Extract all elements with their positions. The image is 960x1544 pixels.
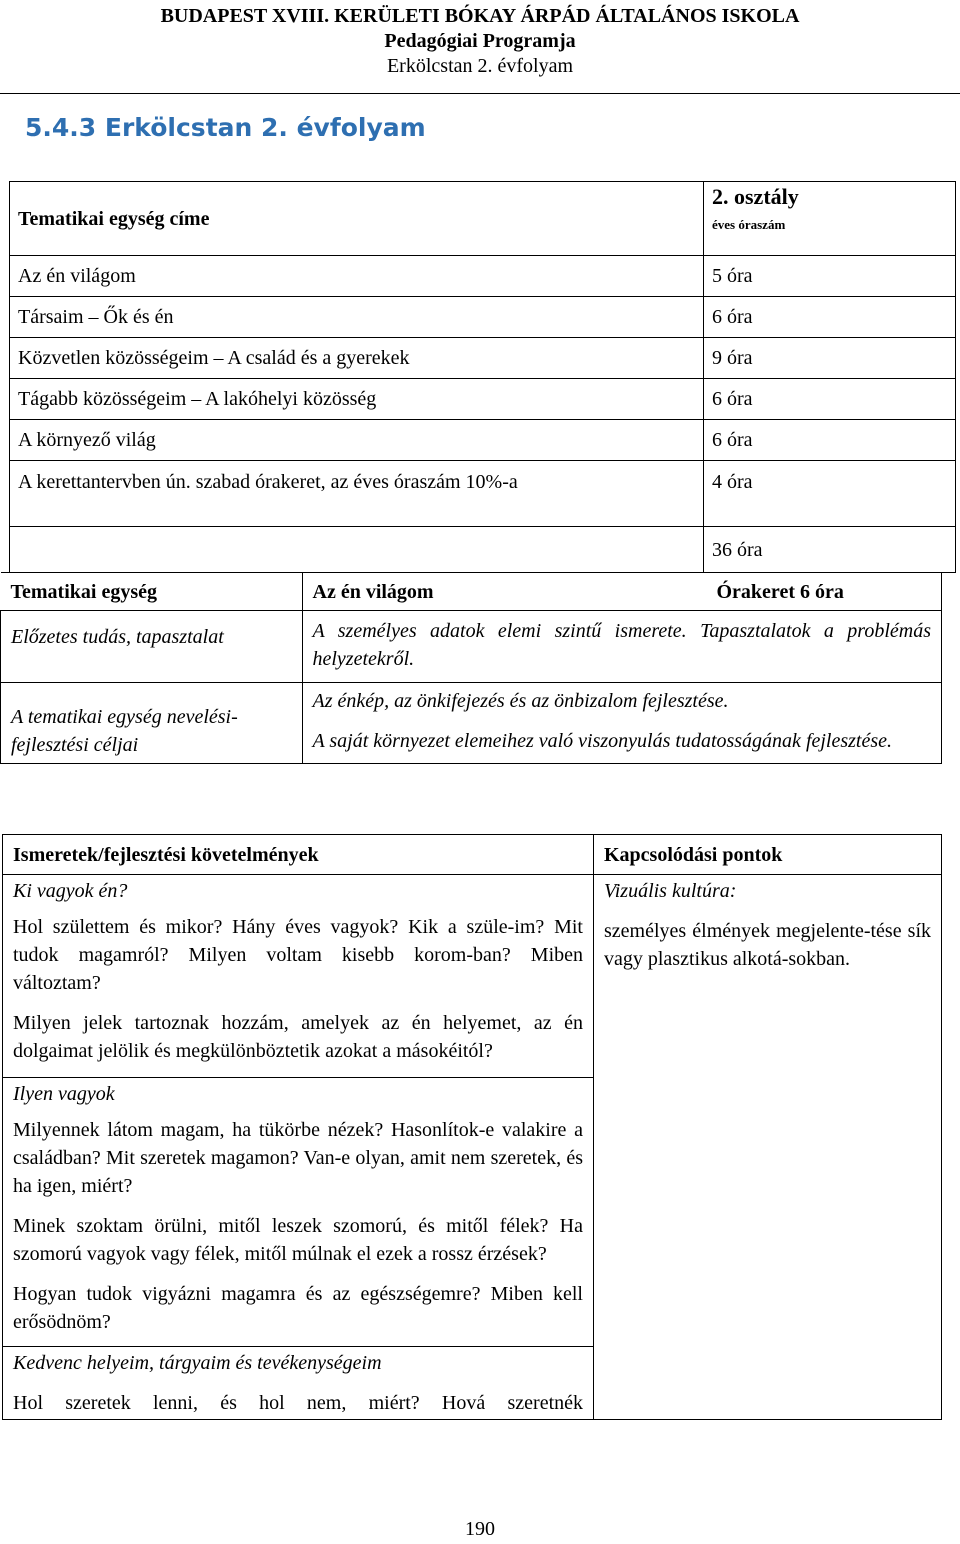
paragraph: Hol születtem és mikor? Hány éves vagyok? Kik a szüle-im? Mit tudok magamról? Milyen voltam kisebb korom-ban? Miben változtam?	[13, 916, 583, 994]
program-name: Pedagógiai Programja	[384, 30, 576, 52]
paragraph: Hogyan tudok vigyázni magamra és az egészségemre? Miben kell erősödnöm?	[13, 1283, 583, 1333]
connections-header: Kapcsolódási pontok	[594, 835, 942, 875]
unit-name: Az én világom	[302, 573, 707, 611]
unit-hours: 4 óra	[704, 461, 956, 527]
school-name: BUDAPEST XVIII. KERÜLETI BÓKAY ÁRPÁD ÁLTALÁNOS ISKOLA	[160, 5, 800, 27]
paragraph: Milyen jelek tartoznak hozzám, amelyek az én helyemet, az én dolgaimat jelölik és megkülönböztetik azokat a másokéitól?	[13, 1012, 583, 1062]
unit-title: Az én világom	[10, 256, 704, 297]
hours-col1-header: Tematikai egység címe	[10, 182, 704, 256]
paragraph: Hol szeretek lenni, és hol nem, miért? Hová szeretnék	[13, 1392, 583, 1414]
paragraph: Milyennek látom magam, ha tükörbe nézek? Hasonlítok-e valakire a családban? Mit szeretek magamon? Van-e olyan, amit nem szeretek, és ha igen, miért?	[13, 1119, 583, 1197]
unit-hours: 6 óra	[704, 420, 956, 461]
unit-title: A környező világ	[10, 420, 704, 461]
class-label: 2. osztály	[712, 184, 799, 209]
unit-title: Közvetlen közösségeim – A család és a gyerekek	[10, 338, 704, 379]
section-title-1: Ki vagyok én?	[13, 880, 128, 902]
visual-culture-label: Vizuális kultúra:	[604, 880, 737, 902]
section-this-is-me	[3, 1078, 594, 1347]
section-title-3: Kedvenc helyeim, tárgyaim és tevékenységeim	[13, 1352, 382, 1374]
section-title: 5.4.3 Erkölcstan 2. évfolyam	[25, 113, 426, 142]
total-label-cell	[10, 527, 704, 573]
requirements-table	[2, 834, 942, 1420]
subject-name: Erkölcstan 2. évfolyam	[386, 55, 574, 77]
goals-cell	[302, 683, 942, 764]
yearly-hours-label: éves óraszám	[712, 217, 786, 232]
unit-title: Társaim – Ők és én	[10, 297, 704, 338]
prior-knowledge-text: A személyes adatok elemi szintű ismerete. Tapasztalatok a problémás helyzetekről.	[302, 611, 942, 683]
header-rule	[0, 93, 960, 94]
section-title-2: Ilyen vagyok	[13, 1083, 115, 1105]
section-who-am-i	[3, 875, 594, 1078]
unit-hours-frame: Órakeret 6 óra	[707, 573, 942, 611]
unit-hours: 6 óra	[704, 379, 956, 420]
page-number: 190	[465, 1518, 495, 1540]
section-favourite-places	[3, 1347, 594, 1420]
connections-text: személyes élmények megjelente-tése sík vagy plasztikus alkotá-sokban.	[604, 920, 931, 970]
goals-text: A saját környezet elemeihez való viszonyulás tudatosságának fejlesztése.	[312, 730, 893, 752]
total-hours: 36 óra	[704, 527, 956, 573]
unit-hours: 5 óra	[704, 256, 956, 297]
page-header	[0, 4, 960, 78]
unit-hours: 9 óra	[704, 338, 956, 379]
unit-label: Tematikai egység	[1, 573, 303, 611]
unit-title: A kerettantervben ún. szabad órakeret, az éves óraszám 10%-a	[10, 461, 704, 527]
connections-cell	[594, 875, 942, 1420]
unit-title: Tágabb közösségeim – A lakóhelyi közösség	[10, 379, 704, 420]
goals-label: A tematikai egység nevelési-fejlesztési céljai	[1, 683, 303, 764]
hours-col2-header	[704, 182, 956, 256]
unit-table	[0, 572, 942, 764]
unit-hours: 6 óra	[704, 297, 956, 338]
paragraph: Minek szoktam örülni, mitől leszek szomorú, és mitől félek? Ha szomorú vagyok vagy félek, mitől múlnak el ezek a rossz érzések?	[13, 1215, 583, 1265]
goals-text: Az énkép, az önkifejezés és az önbizalom fejlesztése.	[312, 690, 729, 712]
requirements-header: Ismeretek/fejlesztési követelmények	[3, 835, 594, 875]
hours-table	[9, 181, 956, 573]
prior-knowledge-label: Előzetes tudás, tapasztalat	[1, 611, 303, 683]
